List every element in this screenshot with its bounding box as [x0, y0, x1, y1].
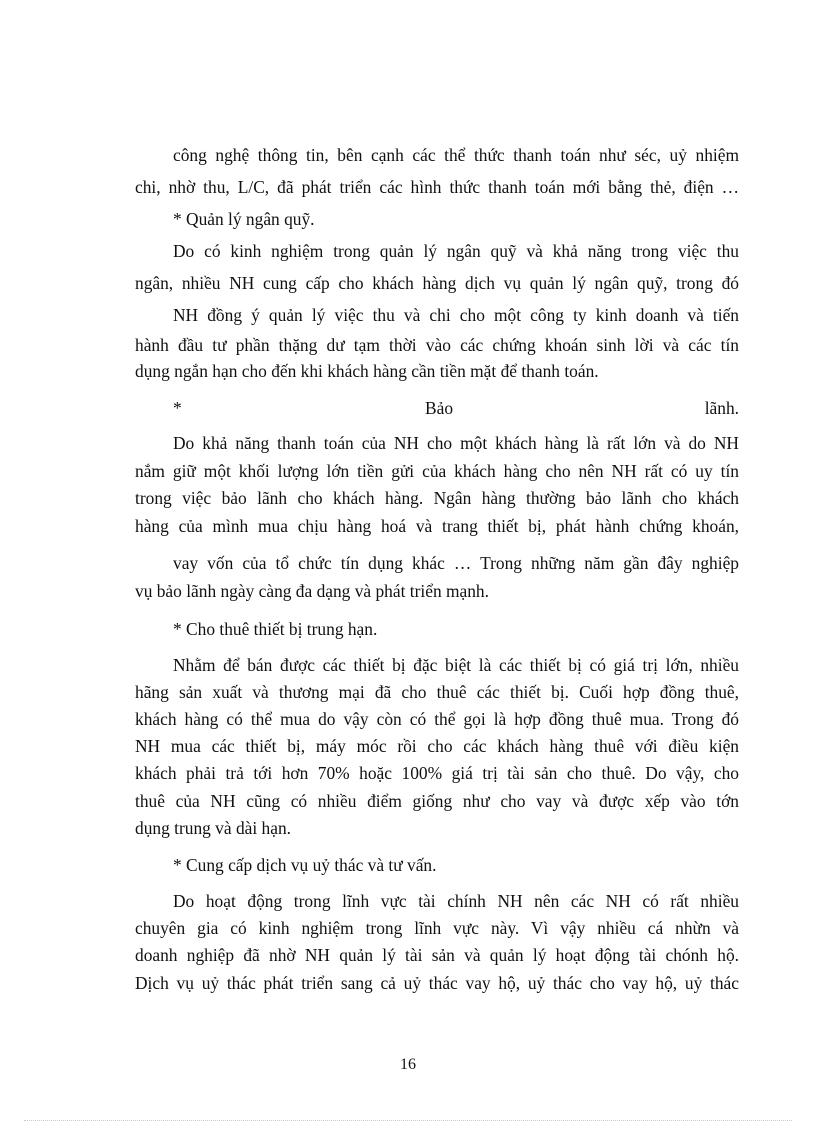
section-heading: * Cung cấp dịch vụ uỷ thác và tư vấn.: [173, 855, 437, 875]
text-line: chi, nhờ thu, L/C, đã phát triển các hình thức thanh toán mới bằng thẻ, điện …: [135, 177, 739, 197]
section-heading: * Quản lý ngân quỹ.: [173, 209, 315, 229]
text-line: ngân, nhiều NH cung cấp cho khách hàng dịch vụ quản lý ngân quỹ, trong đó: [135, 273, 739, 293]
text-line: dụng ngắn hạn cho đến khi khách hàng cần tiền mặt để thanh toán.: [135, 361, 599, 381]
text-line: dụng trung và dài hạn.: [135, 818, 291, 838]
page-bottom-border: [24, 1120, 792, 1121]
text-line: hành đầu tư phần thặng dư tạm thời vào các chứng khoán sinh lời và các tín: [135, 335, 739, 355]
heading-word-2: lãnh.: [704, 398, 739, 418]
text-line: chuyên gia có kinh nghiệm trong lĩnh vực này. Vì vậy nhiều cá nhừn và: [135, 918, 739, 938]
text-line: công nghệ thông tin, bên cạnh các thể thức thanh toán như séc, uỷ nhiệm: [173, 145, 739, 165]
text-line: Nhằm để bán được các thiết bị đặc biệt là các thiết bị có giá trị lớn, nhiều: [173, 655, 739, 675]
text-line: khách hàng có thể mua do vậy còn có thể gọi là hợp đồng thuê mua. Trong đó: [135, 709, 739, 729]
text-line: hãng sản xuất và thương mại đã cho thuê các thiết bị. Cuối hợp đồng thuê,: [135, 682, 739, 702]
text-line: hàng của mình mua chịu hàng hoá và trang thiết bị, phát hành chứng khoán,: [135, 516, 739, 536]
text-line: Do khả năng thanh toán của NH cho một khách hàng là rất lớn và do NH: [173, 433, 739, 453]
text-line: vụ bảo lãnh ngày càng đa dạng và phát triển mạnh.: [135, 581, 489, 601]
text-line: vay vốn của tổ chức tín dụng khác … Trong những năm gần đây nghiệp: [173, 553, 739, 573]
text-line: Do có kinh nghiệm trong quản lý ngân quỹ và khả năng trong việc thu: [173, 241, 739, 261]
text-line: Dịch vụ uỷ thác phát triển sang cả uỷ thác vay hộ, uỷ thác cho vay hộ, uỷ thác: [135, 973, 739, 993]
text-line: NH mua các thiết bị, máy móc rồi cho các khách hàng thuê với điều kiện: [135, 736, 739, 756]
page-number: 16: [400, 1056, 416, 1073]
text-line: thuê của NH cũng có nhiều điểm giống như cho vay và được xếp vào tớn: [135, 791, 739, 811]
text-line: trong việc bảo lãnh cho khách hàng. Ngân hàng thường bảo lãnh cho khách: [135, 488, 739, 508]
text-line: NH đồng ý quản lý việc thu và chi cho một công ty kinh doanh và tiến: [173, 305, 739, 325]
text-line: khách phải trả tới hơn 70% hoặc 100% giá trị tài sản cho thuê. Do vậy, cho: [135, 763, 739, 783]
text-line: doanh nghiệp đã nhờ NH quản lý tài sản và quản lý hoạt động tài chónh hộ.: [135, 945, 739, 965]
text-line: Do hoạt động trong lĩnh vực tài chính NH nên các NH có rất nhiều: [173, 891, 739, 911]
text-line: nắm giữ một khối lượng lớn tiền gửi của khách hàng cho nên NH rất có uy tín: [135, 461, 739, 481]
section-heading: * Cho thuê thiết bị trung hạn.: [173, 619, 378, 639]
heading-word-1: Bảo: [425, 398, 454, 418]
bullet-star: *: [173, 398, 182, 418]
